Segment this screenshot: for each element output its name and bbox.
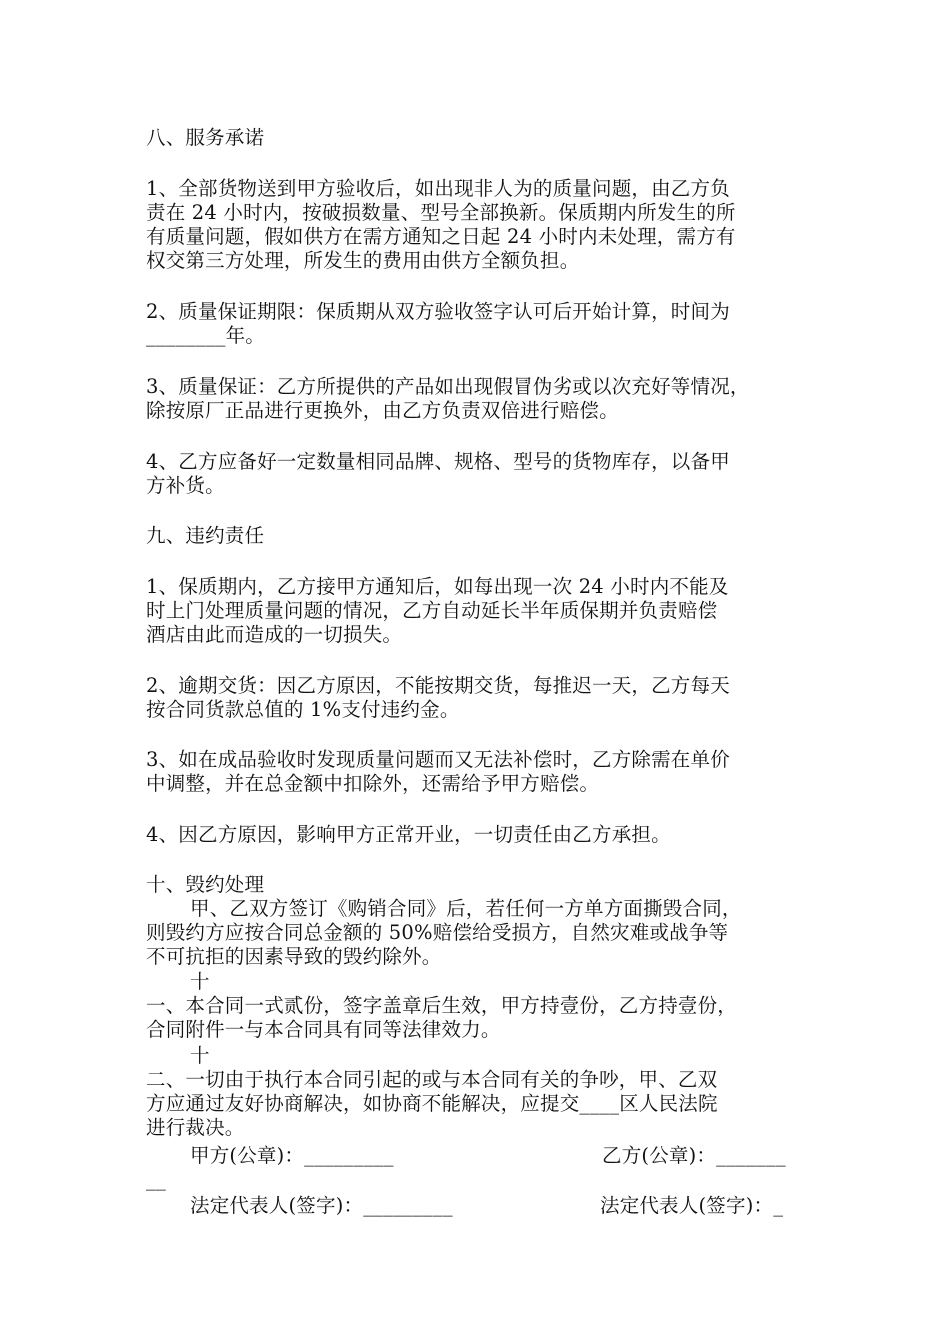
s8-p1-line2: 责在 24 小时内，按破损数量、型号全部换新。保质期内所发生的所 [146,201,736,224]
s12-line1: 十 [190,1044,210,1067]
s8-p2-line1: 2、质量保证期限：保质期从双方验收签字认可后开始计算，时间为 [146,300,730,323]
s8-p1-line3: 有质量问题，假如供方在需方通知之日起 24 小时内未处理，需方有 [146,225,736,248]
s9-p4-line1: 4、因乙方原因，影响甲方正常开业，一切责任由乙方承担。 [146,823,671,846]
party-a-representative-line: 法定代表人(签字)：_________ [190,1194,453,1217]
s12-line4: 进行裁决。 [146,1116,245,1139]
s9-p1-line1: 1、保质期内，乙方接甲方通知后，如每出现一次 24 小时内不能及 [146,575,729,598]
s9-p3-line2: 中调整，并在总金额中扣除外，还需给予甲方赔偿。 [146,772,600,795]
s12-line3: 方应通过友好协商解决，如协商不能解决，应提交____区人民法院 [146,1092,718,1115]
s9-p3-line1: 3、如在成品验收时发现质量问题而又无法补偿时，乙方除需在单价 [146,748,730,771]
s9-p1-line2: 时上门处理质量问题的情况，乙方自动延长半年质保期并负责赔偿 [146,599,718,622]
party-b-representative-line: 法定代表人(签字)：_ [600,1194,784,1217]
s8-p4-line1: 4、乙方应备好一定数量相同品牌、规格、型号的货物库存，以备甲 [146,450,730,473]
s9-p2-line2: 按合同货款总值的 1%支付违约金。 [146,698,460,721]
s8-p3-line2: 除按原厂正品进行更换外，由乙方负责双倍进行赔偿。 [146,399,619,422]
s11-line3: 合同附件一与本合同具有同等法律效力。 [146,1018,501,1041]
s8-p1-line4: 权交第三方处理，所发生的费用由供方全额负担。 [146,249,580,272]
s10-p1-line1: 甲、乙双方签订《购销合同》后，若任何一方单方面撕毁合同， [190,897,742,920]
s8-p2-line2: ________年。 [146,324,265,347]
s10-p1-line2: 则毁约方应按合同总金额的 50%赔偿给受损方，自然灾难或战争等 [146,921,729,944]
s8-p1-line1: 1、全部货物送到甲方验收后，如出现非人为的质量问题，由乙方负 [146,177,730,200]
s8-p3-line1: 3、质量保证：乙方所提供的产品如出现假冒伪劣或以次充好等情况， [146,375,750,398]
party-a-seal-line: 甲方(公章)：_________ [190,1144,394,1167]
s9-p1-line3: 酒店由此而造成的一切损失。 [146,623,403,646]
section-10-heading: 十、毁约处理 [146,873,265,896]
section-9-heading: 九、违约责任 [146,524,265,547]
s9-p2-line1: 2、逾期交货：因乙方原因，不能按期交货，每推迟一天，乙方每天 [146,674,730,697]
s12-line2: 二、一切由于执行本合同引起的或与本合同有关的争吵，甲、乙双 [146,1068,718,1091]
s11-line1: 十 [190,970,210,993]
party-b-seal-continued: __ [146,1168,166,1191]
section-8-heading: 八、服务承诺 [146,126,265,149]
s10-p1-line3: 不可抗拒的因素导致的毁约除外。 [146,945,442,968]
s8-p4-line2: 方补货。 [146,474,225,497]
party-b-seal-line: 乙方(公章)：_______ [602,1144,786,1167]
s11-line2: 一、本合同一式贰份，签字盖章后生效，甲方持壹份，乙方持壹份， [146,994,738,1017]
